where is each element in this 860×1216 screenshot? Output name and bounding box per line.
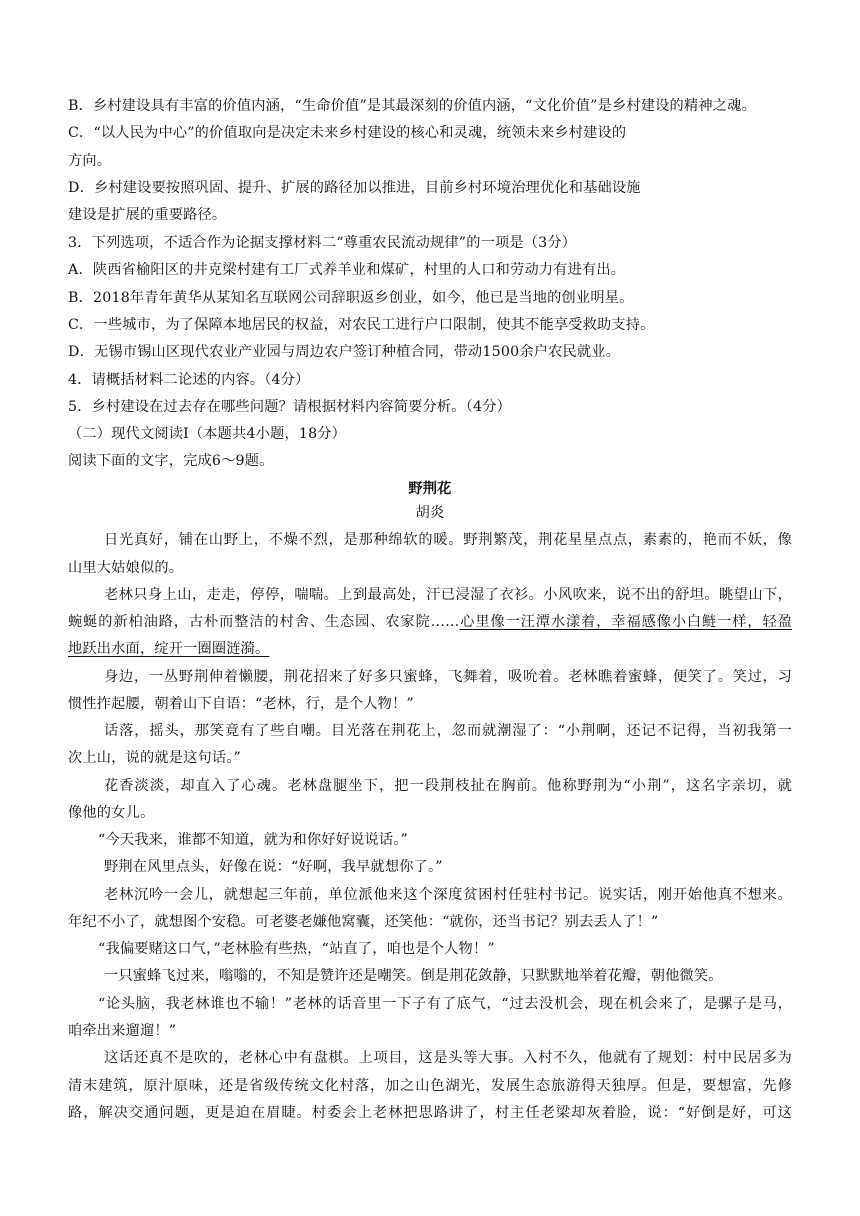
underlined-sentence-part-1: 心里像一汪潭水漾着，幸福感像小白鲢一样，轻盈 [459,614,792,630]
paragraph-7: 野荆在风里点头，好像在说：“好啊，我早就想你了。” [104,859,443,875]
paragraph-10: 一只蜜蜂飞过来，嗡嗡的，不知是赞许还是嘲笑。倒是荆花敛静，只默默地举着花瓣，朝他微笑。 [104,968,723,984]
paragraph-12-line-2: 清末建筑，原汁原味，还是省级传统文化村落，加之山色湖光，发展生态旅游得天独厚。但是，要想富，先修 [68,1078,792,1094]
paragraph-11-line-1: “论头脑，我老林谁也不输！”老林的话音里一下子有了底气，“过去没机会，现在机会来了，是骡子是马， [98,996,792,1012]
paragraph-8-line-1: 老林沉吟一会儿，就想起三年前，单位派他来这个深度贫困村任驻村书记。说实话，刚开始他真不想来。 [104,887,792,903]
paragraph-11-line-2: 咱牵出来遛遛！” [68,1023,177,1039]
option-d-line-2: 建设是扩展的重要路径。 [68,207,227,223]
q3-option-a: A．陕西省榆阳区的井克梁村建有工厂式养羊业和煤矿，村里的人口和劳动力有进有出。 [68,262,626,278]
paragraph-12-line-1: 这话还真不是吹的，老林心中有盘棋。上项目，这是头等大事。入村不久，他就有了规划：村中民居多为 [104,1050,792,1066]
paragraph-4-line-1: 话落，摇头，那笑竟有了些自嘲。目光落在荆花上，忽而就潮湿了：“小荆啊，还记不记得，当初我第一 [104,723,792,739]
q3-option-d: D．无锡市锡山区现代农业产业园与周边农户签订种植合同，带动1500余户农民就业。 [68,344,621,360]
option-c-line-2: 方向。 [68,153,112,169]
option-c-line-1: C．“以人民为中心”的价值取向是决定未来乡村建设的核心和灵魂，统领未来乡村建设的 [68,125,627,141]
q3-option-b: B．2018年青年黄华从某知名互联网公司辞职返乡创业，如今，他已是当地的创业明星。 [68,290,634,306]
paragraph-2-plain-text: 蜿蜒的新柏油路，古朴而整洁的村舍、生态园、农家院…… [68,614,460,630]
paragraph-3-line-1: 身边，一丛野荆伸着懒腰，荆花招来了好多只蜜蜂，飞舞着，吸吮着。老林瞧着蜜蜂，便笑了。笑过，习 [104,669,792,685]
story-author: 胡炎 [415,505,445,521]
paragraph-12-line-3: 路，解决交通问题，更是迫在眉睫。村委会上老林把思路讲了，村主任老梁却灰着脸，说：“好倒是好，可这 [68,1105,792,1121]
paragraph-2-line-1: 老林只身上山，走走，停停，喘喘。上到最高处，汗已浸湿了衣衫。小风吹来，说不出的舒坦。眺望山下， [104,587,792,603]
underlined-sentence-part-2: 地跃出水面，绽开一圈圈涟漪。 [68,641,270,657]
question-3: 3．下列选项，不适合作为论据支撑材料二“尊重农民流动规律”的一项是（3分） [68,235,577,251]
paragraph-1-line-1: 日光真好，铺在山野上，不燥不烈，是那种绵软的暖。野荆繁茂，荆花星星点点，素素的，艳而不妖，像 [104,532,792,548]
paragraph-2-line-2 [68,612,792,632]
question-5: 5．乡村建设在过去存在哪些问题？请根据材料内容简要分析。（4分） [68,399,511,415]
paragraph-5-line-1: 花香淡淡，却直入了心魂。老林盘腿坐下，把一段荆枝扯在胸前。他称野荆为“小荆”，这名字亲切，就 [104,778,792,794]
paragraph-5-line-2: 像他的女儿。 [68,805,155,821]
story-title: 野荆花 [408,481,452,497]
paragraph-9: “我偏要赌这口气，”老林脸有些热，“站直了，咱也是个人物！” [98,941,495,957]
paragraph-1-line-2: 山里大姑娘似的。 [68,560,184,576]
paragraph-6: “今天我来，谁都不知道，就为和你好好说说话。” [98,832,408,848]
option-b-line: B．乡村建设具有丰富的价值内涵，“生命价值”是其最深刻的价值内涵，“文化价值”是乡村建设的精神之魂。 [68,98,756,114]
question-4: 4．请概括材料二论述的内容。（4分） [68,372,310,388]
paragraph-8-line-2: 年纪不小了，就想图个安稳。可老婆老嫌他窝囊，还笑他：“就你，还当书记？别去丢人了！” [68,914,659,930]
q3-option-c: C．一些城市，为了保障本地居民的权益，对农民工进行户口限制，使其不能享受救助支持。 [68,317,655,333]
reading-instruction: 阅读下面的文字，完成6～9题。 [68,453,274,469]
section-heading: （二）现代文阅读Ⅰ（本题共4小题，18分） [68,426,347,442]
paragraph-2-line-3 [68,639,792,659]
paragraph-4-line-2: 次上山，说的就是这句话。” [68,750,242,766]
paragraph-3-line-2: 惯性拃起腰，朝着山下自语：“老林，行，是个人物！” [68,696,414,712]
option-d-line-1: D．乡村建设要按照巩固、提升、扩展的路径加以推进，目前乡村环境治理优化和基础设施 [68,180,641,196]
